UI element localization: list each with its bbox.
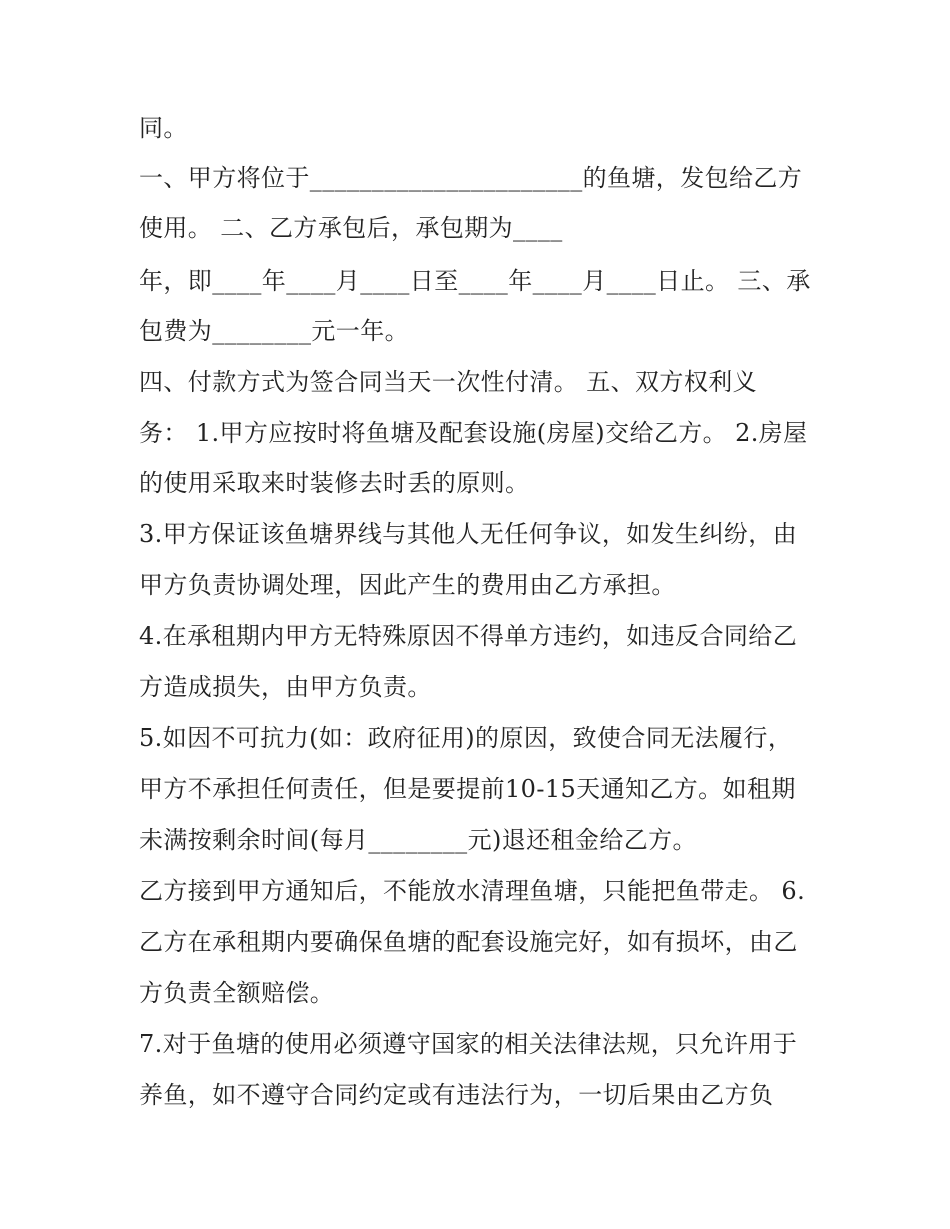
text-line: 3.甲方保证该鱼塘界线与其他人无任何争议，如发生纠纷，由: [139, 520, 798, 548]
text-line: 5.如因不可抗力(如：政府征用)的原因，致使合同无法履行，: [139, 724, 793, 752]
text-line: 甲方不承担任何责任，但是要提前10-15天通知乙方。如租期: [139, 775, 796, 803]
text-line: 乙方接到甲方通知后，不能放水清理鱼塘，只能把鱼带走。 6.: [139, 877, 806, 905]
text-line: 4.在承租期内甲方无特殊原因不得单方违约，如违反合同给乙: [139, 622, 798, 650]
text-line: 使用。 二、乙方承包后，承包期为____: [139, 214, 563, 242]
text-line: 四、付款方式为签合同当天一次性付清。 五、双方权利义: [139, 368, 758, 396]
text-line: 年，即____年____月____日至____年____月____日止。 三、承: [139, 267, 811, 295]
text-line: 养鱼，如不遵守合同约定或有违法行为，一切后果由乙方负: [139, 1081, 774, 1109]
text-line: 的使用采取来时装修去时丢的原则。: [139, 469, 530, 497]
text-line: 7.对于鱼塘的使用必须遵守国家的相关法律法规，只允许用于: [139, 1030, 798, 1058]
text-line: 包费为________元一年。: [139, 317, 409, 345]
text-line: 务： 1.甲方应按时将鱼塘及配套设施(房屋)交给乙方。 2.房屋: [139, 419, 808, 447]
text-line: 同。: [139, 114, 188, 142]
text-line: 甲方负责协调处理，因此产生的费用由乙方承担。: [139, 571, 676, 599]
text-line: 方负责全额赔偿。: [139, 979, 335, 1007]
text-line: 方造成损失，由甲方负责。: [139, 673, 432, 701]
text-line: 一、甲方将位于______________________的鱼塘，发包给乙方: [139, 164, 803, 192]
text-line: 未满按剩余时间(每月________元)退还租金给乙方。: [139, 826, 697, 854]
text-line: 乙方在承租期内要确保鱼塘的配套设施完好，如有损坏，由乙: [139, 928, 798, 956]
